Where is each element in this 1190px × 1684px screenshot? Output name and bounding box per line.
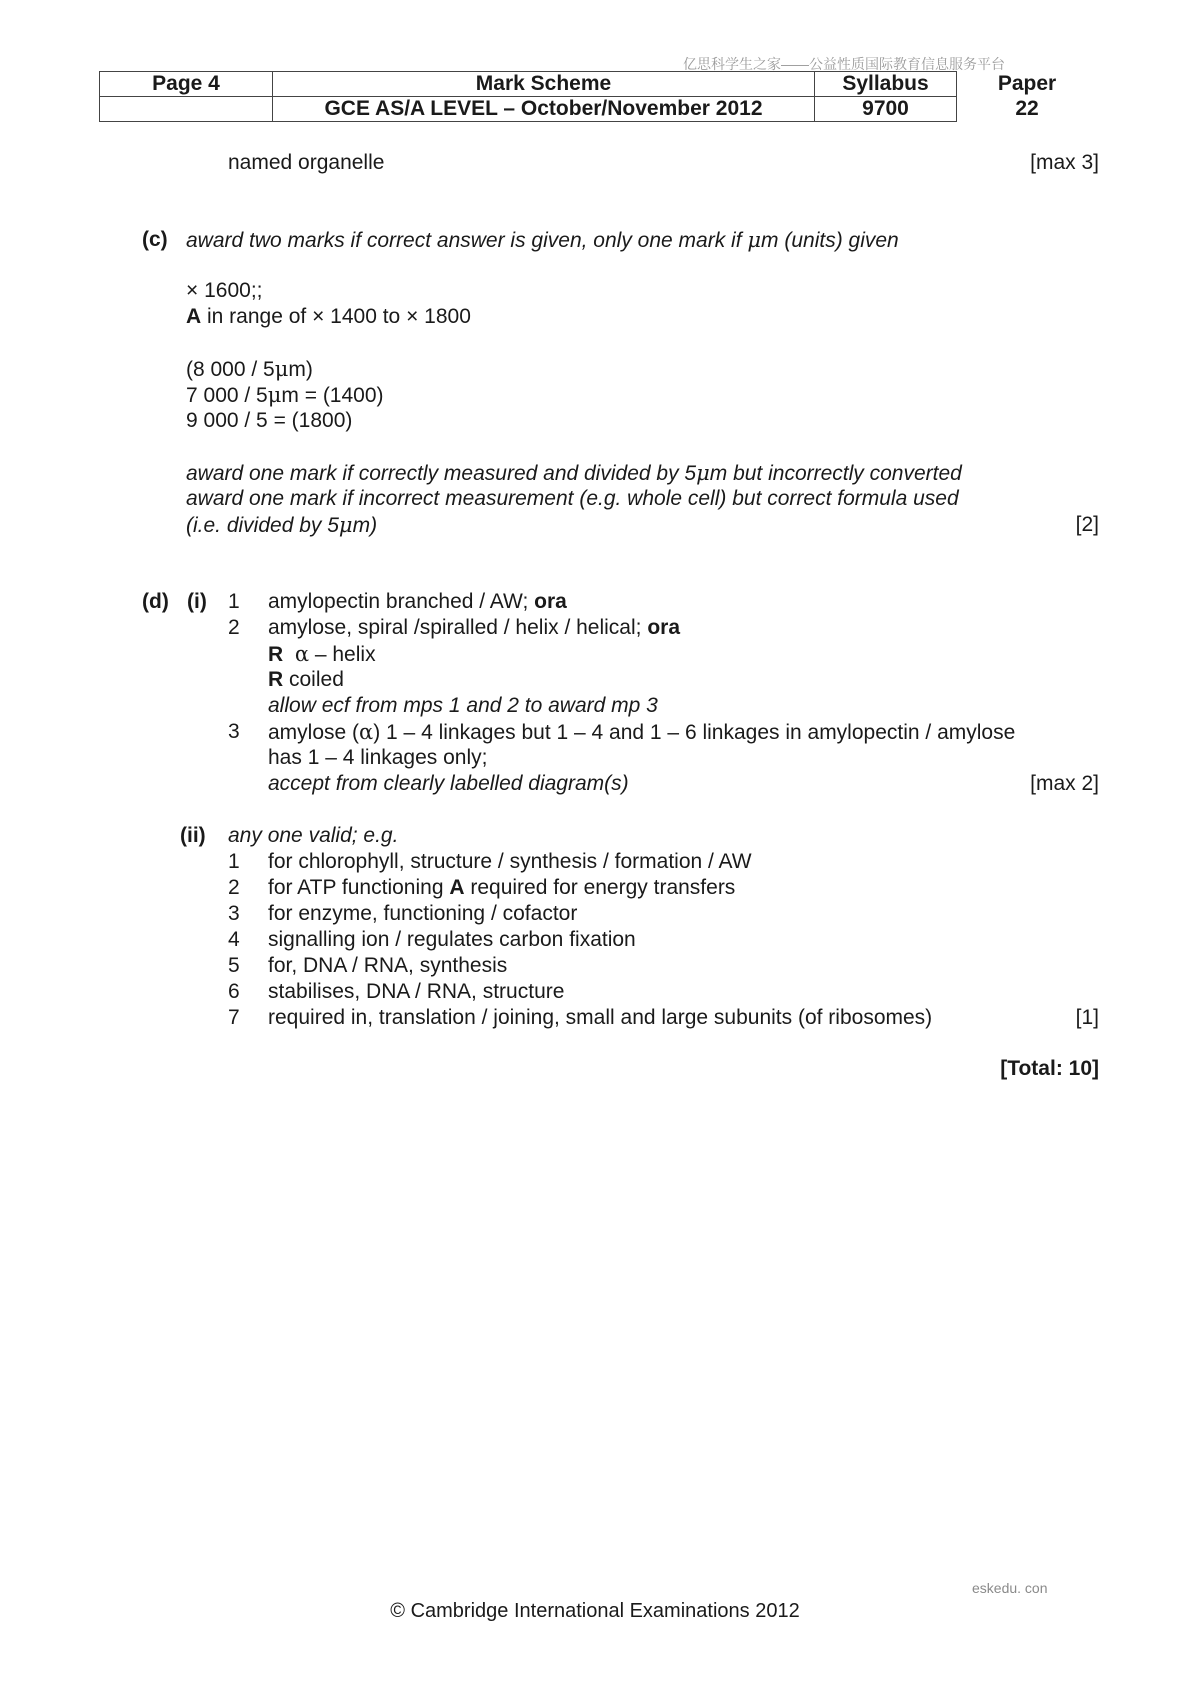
header-subtitle: GCE AS/A LEVEL – October/November 2012 bbox=[273, 97, 815, 122]
ii-item: stabilises, DNA / RNA, structure bbox=[268, 980, 565, 1003]
note1-a: award one mark if correctly measured and divided by 5 bbox=[186, 462, 697, 485]
ii-item-after: required for energy transfers bbox=[464, 876, 736, 899]
header-paper: 22 bbox=[957, 97, 1098, 122]
d-point-1-num: 1 bbox=[228, 590, 240, 613]
accept-letter: A bbox=[186, 305, 202, 328]
header-paper-label: Paper bbox=[957, 72, 1098, 97]
mark-c: [2] bbox=[1075, 513, 1099, 536]
c-instruction-a: award two marks if correct answer is given, only one mark if bbox=[186, 229, 748, 252]
note3-b: m) bbox=[352, 514, 378, 537]
ii-intro: any one valid; e.g. bbox=[228, 824, 399, 847]
named-organelle: named organelle bbox=[228, 151, 385, 174]
reject-letter: R bbox=[268, 643, 284, 666]
note1-b: m but incorrectly converted bbox=[709, 462, 962, 485]
sub-ii-label: (ii) bbox=[180, 824, 206, 847]
c-instruction-b: m (units) given bbox=[761, 229, 899, 252]
alpha-symbol: α bbox=[294, 642, 310, 666]
r1-text: – helix bbox=[309, 643, 376, 666]
c-note3 bbox=[186, 512, 377, 539]
accept-letter: A bbox=[449, 876, 465, 899]
header-syllabus-label: Syllabus bbox=[815, 72, 957, 97]
ii-item: for, DNA / RNA, synthesis bbox=[268, 954, 508, 977]
watermark-top: 亿思科学生之家——公益性质国际教育信息服务平台 bbox=[683, 56, 1005, 72]
note3-a: (i.e. divided by 5 bbox=[186, 514, 339, 537]
mu-symbol: μ bbox=[696, 461, 710, 485]
mu-symbol: μ bbox=[338, 513, 353, 537]
d-allow: allow ecf from mps 1 and 2 to award mp 3 bbox=[268, 694, 658, 717]
accept-text: in range of × 1400 to × 1800 bbox=[201, 305, 471, 328]
d-reject-1 bbox=[268, 641, 376, 668]
ii-item-num: 2 bbox=[228, 876, 240, 899]
d-point-3-cont: has 1 – 4 linkages only; bbox=[268, 746, 488, 769]
p1-text: amylopectin branched / AW; bbox=[268, 590, 535, 613]
section-c-label: (c) bbox=[142, 228, 168, 251]
d-point-3-num: 3 bbox=[228, 720, 240, 743]
mark-max2: [max 2] bbox=[1030, 772, 1099, 795]
mu-symbol: μ bbox=[267, 383, 282, 407]
sub-i-label: (i) bbox=[187, 590, 207, 613]
ii-item-num: 7 bbox=[228, 1006, 240, 1029]
d-point-2 bbox=[268, 615, 680, 641]
c-calc3: 9 000 / 5 = (1800) bbox=[186, 409, 353, 432]
header-title: Mark Scheme bbox=[273, 72, 815, 97]
ii-item: for chlorophyll, structure / synthesis / formation / AW bbox=[268, 850, 752, 873]
ii-item-num: 5 bbox=[228, 954, 240, 977]
d-reject-2 bbox=[268, 667, 344, 693]
ii-item-num: 6 bbox=[228, 980, 240, 1003]
p2-ora: ora bbox=[647, 616, 681, 639]
header-page: Page 4 bbox=[100, 72, 273, 97]
c-calc1 bbox=[186, 356, 313, 383]
c-note1 bbox=[186, 460, 962, 487]
ii-item: signalling ion / regulates carbon fixation bbox=[268, 928, 636, 951]
mark-ii: [1] bbox=[1075, 1006, 1099, 1029]
ii-item: for enzyme, functioning / cofactor bbox=[268, 902, 578, 925]
d-accept: accept from clearly labelled diagram(s) bbox=[268, 772, 629, 795]
mu-symbol: μ bbox=[747, 228, 762, 252]
watermark-bottom: eskedu. con bbox=[972, 1580, 1048, 1596]
section-d-label: (d) bbox=[142, 590, 169, 613]
calc2-a: 7 000 / 5 bbox=[186, 384, 268, 407]
ii-item bbox=[268, 875, 735, 901]
p2-text: amylose, spiral /spiralled / helix / helical; bbox=[268, 616, 648, 639]
ii-item-num: 4 bbox=[228, 928, 240, 951]
calc2-b: m = (1400) bbox=[281, 384, 384, 407]
ii-item-text: for ATP functioning bbox=[268, 876, 450, 899]
reject-letter: R bbox=[268, 668, 284, 691]
r2-text: coiled bbox=[283, 668, 344, 691]
c-instruction bbox=[186, 227, 899, 254]
mark-max3: [max 3] bbox=[1030, 151, 1099, 174]
c-note2: award one mark if incorrect measurement (e.g. whole cell) but correct formula used bbox=[186, 487, 959, 510]
calc1-b: m) bbox=[288, 358, 313, 381]
c-accept bbox=[186, 304, 471, 330]
calc1-a: (8 000 / 5 bbox=[186, 358, 275, 381]
d-point-3 bbox=[268, 719, 1015, 746]
d-point-2-num: 2 bbox=[228, 616, 240, 639]
alpha-symbol: α bbox=[359, 720, 374, 744]
ii-item-num: 1 bbox=[228, 850, 240, 873]
footer-copyright: © Cambridge International Examinations 2012 bbox=[390, 1600, 800, 1622]
p3-a: amylose ( bbox=[268, 721, 360, 744]
header-empty bbox=[100, 97, 273, 122]
total-marks: [Total: 10] bbox=[1000, 1057, 1099, 1080]
p1-ora: ora bbox=[534, 590, 567, 613]
header-table bbox=[99, 71, 1097, 122]
ii-item: required in, translation / joining, small and large subunits (of ribosomes) bbox=[268, 1006, 933, 1029]
ii-item-num: 3 bbox=[228, 902, 240, 925]
p3-b: ) 1 – 4 linkages but 1 – 4 and 1 – 6 linkages in amylopectin / amylose bbox=[373, 721, 1016, 744]
mu-symbol: μ bbox=[274, 357, 289, 381]
c-answer: × 1600;; bbox=[186, 279, 263, 302]
d-point-1 bbox=[268, 589, 567, 615]
c-calc2 bbox=[186, 382, 384, 409]
header-syllabus: 9700 bbox=[815, 97, 957, 122]
